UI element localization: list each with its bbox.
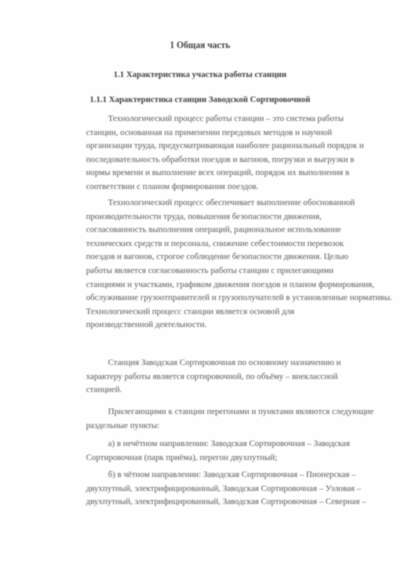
paragraph-3-line: Станция Заводская Сортировочная по основному назначению и: [108, 357, 341, 367]
paragraph-2-line: работы является согласованность работы станции с прилегающими: [86, 265, 334, 275]
paragraph-5-line: а) в нечётном направлении: Заводская Сортировочная – Заводская: [108, 438, 350, 448]
paragraph-2-line: Технологический процесс станции является основой для: [86, 305, 295, 316]
paragraph-6-line: двухпутный, электрифицированный, Заводская Сортировочная – Узловая –: [86, 482, 361, 493]
subsection-heading: 1.1.1 Характеристика станции Заводской Сортировочной: [89, 94, 311, 104]
paragraph-1-line: станции, основанная на применении передовых методов и научной: [86, 126, 332, 137]
paragraph-3-line: характеру работы является сортировочной, по объёму – внеклассной: [86, 370, 338, 381]
paragraph-2-line: обслуживание грузоотправителей и грузополучателей в установленные нормативы.: [86, 292, 393, 303]
paragraph-1-line: соответствии с планом формирования поездов.: [86, 181, 259, 191]
paragraph-6-line: б) в чётном направлении: Заводская Сортировочная – Пионерская –: [108, 469, 356, 479]
paragraph-2-line: станциями и участками, графиком движения поездов и планом формирования,: [86, 278, 375, 289]
paragraph-1-line: организации труда, предусматривающая наиболее рациональный порядок и: [86, 140, 364, 151]
paragraph-1-line: Технологический процесс работы станции – это система работы: [108, 113, 344, 123]
paragraph-6-line: двухпутный, электрифицированный, Заводская Сортировочная – Северная –: [86, 496, 367, 507]
paragraph-2-line: технических средств и персонала, снижение себестоимости перевозок: [86, 237, 344, 248]
paragraph-1-line: последовательность обработки поездов и вагонов, погрузки и выгрузки в: [86, 153, 355, 164]
paragraph-2-line: производительности труда, повышения безопасности движения,: [86, 210, 322, 221]
section-heading: 1.1 Характеристика участка работы станции: [113, 69, 287, 79]
paragraph-2-line: Технологический процесс обеспечивает выполнение обоснованной: [108, 197, 355, 207]
paragraph-3-line: станцией.: [86, 384, 122, 395]
paragraph-2-line: поездов и вагонов, строгое соблюдение безопасности движения. Целью: [86, 251, 349, 262]
paragraph-4-line: раздельные пункты:: [86, 419, 160, 430]
paragraph-2-line: согласованность выполнения операций, рациональное использование: [86, 224, 342, 235]
paragraph-1-line: нормы времени и выполнение всех операций, порядок их выполнения в: [86, 167, 350, 178]
chapter-heading: 1 Общая часть: [169, 40, 231, 50]
paragraph-4-line: Прилегающими к станции перегонами и пунктами являются следующие: [108, 406, 374, 416]
paragraph-5-line: Сортировочная (парк приёма), перегон двухпутный;: [86, 451, 278, 462]
paragraph-2-line: производственной деятельности.: [86, 319, 207, 330]
